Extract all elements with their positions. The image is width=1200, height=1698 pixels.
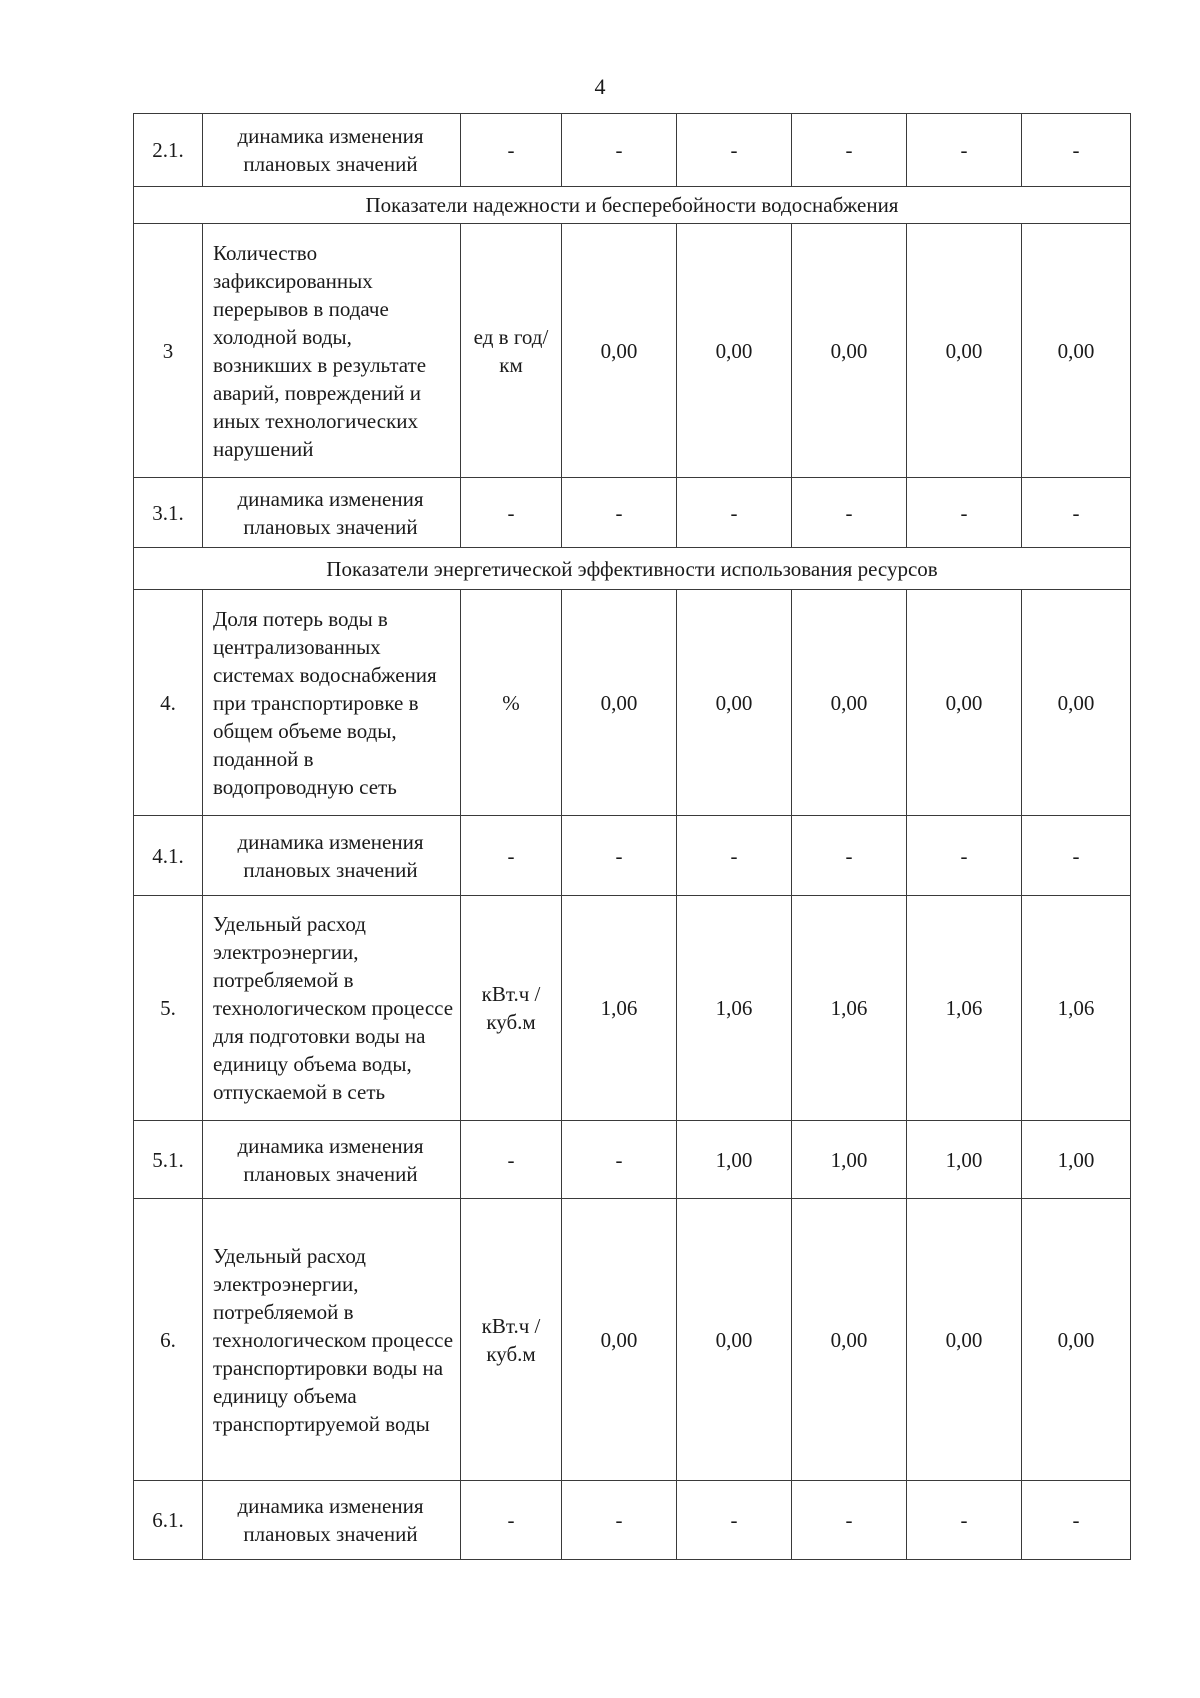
value-cell: -	[562, 478, 677, 548]
value-cell: -	[1022, 1481, 1131, 1560]
unit-cell: -	[461, 478, 562, 548]
row-number: 4.1.	[134, 816, 203, 896]
table-row	[134, 1121, 1131, 1199]
value-cell: 0,00	[1022, 590, 1131, 816]
value-cell: -	[907, 478, 1022, 548]
value-cell: -	[1022, 114, 1131, 187]
table-row	[134, 1199, 1131, 1481]
unit-cell: -	[461, 1481, 562, 1560]
table-row	[134, 224, 1131, 478]
value-cell: 0,00	[792, 224, 907, 478]
value-cell: -	[907, 1481, 1022, 1560]
table-row	[134, 816, 1131, 896]
page-number: 4	[594, 74, 606, 99]
row-number: 6.	[134, 1199, 203, 1481]
value-cell: -	[792, 114, 907, 187]
value-cell: -	[677, 478, 792, 548]
indicator-name: динамика изменения плановых значений	[203, 1121, 461, 1199]
value-cell: 0,00	[677, 224, 792, 478]
value-cell: 0,00	[1022, 1199, 1131, 1481]
row-number: 5.	[134, 896, 203, 1121]
section-title: Показатели надежности и бесперебойности водоснабжения	[134, 187, 1131, 224]
unit-cell: кВт.ч / куб.м	[461, 1199, 562, 1481]
value-cell: 0,00	[677, 1199, 792, 1481]
row-number: 4.	[134, 590, 203, 816]
value-cell: 1,00	[907, 1121, 1022, 1199]
value-cell: 1,00	[1022, 1121, 1131, 1199]
value-cell: -	[1022, 816, 1131, 896]
table-row	[134, 1481, 1131, 1560]
value-cell: 0,00	[1022, 224, 1131, 478]
value-cell: -	[1022, 478, 1131, 548]
indicator-name: Удельный расход электроэнергии, потребляемой в технологическом процессе для подготовки воды на единицу объема воды, отпускаемой в сеть	[203, 896, 461, 1121]
section-row	[134, 548, 1131, 590]
section-title: Показатели энергетической эффективности использования ресурсов	[134, 548, 1131, 590]
value-cell: -	[562, 1121, 677, 1199]
table-row	[134, 896, 1131, 1121]
value-cell: -	[792, 1481, 907, 1560]
table-row	[134, 114, 1131, 187]
value-cell: 0,00	[562, 1199, 677, 1481]
value-cell: 0,00	[907, 1199, 1022, 1481]
value-cell: 1,06	[677, 896, 792, 1121]
table-row	[134, 590, 1131, 816]
row-number: 3.1.	[134, 478, 203, 548]
value-cell: -	[792, 816, 907, 896]
unit-cell: %	[461, 590, 562, 816]
value-cell: -	[907, 114, 1022, 187]
value-cell: 1,06	[1022, 896, 1131, 1121]
section-row	[134, 187, 1131, 224]
value-cell: -	[562, 114, 677, 187]
value-cell: 0,00	[792, 590, 907, 816]
value-cell: 0,00	[907, 590, 1022, 816]
value-cell: -	[562, 1481, 677, 1560]
unit-cell: ед в год/ км	[461, 224, 562, 478]
value-cell: -	[792, 478, 907, 548]
value-cell: 0,00	[907, 224, 1022, 478]
indicators-table	[133, 113, 1131, 1560]
indicator-name: Количество зафиксированных перерывов в подаче холодной воды, возникших в результате аварий, повреждений и иных технологических нарушений	[203, 224, 461, 478]
table-row	[134, 478, 1131, 548]
value-cell: -	[677, 114, 792, 187]
value-cell: -	[677, 816, 792, 896]
unit-cell: -	[461, 1121, 562, 1199]
indicator-name: Доля потерь воды в централизованных системах водоснабжения при транспортировке в общем объеме воды, поданной в водопроводную сеть	[203, 590, 461, 816]
indicator-name: Удельный расход электроэнергии, потребляемой в технологическом процессе транспортировки воды на единицу объема транспортируемой воды	[203, 1199, 461, 1481]
value-cell: -	[562, 816, 677, 896]
indicator-name: динамика изменения плановых значений	[203, 1481, 461, 1560]
unit-cell: кВт.ч / куб.м	[461, 896, 562, 1121]
value-cell: 0,00	[562, 224, 677, 478]
value-cell: -	[677, 1481, 792, 1560]
value-cell: 1,06	[562, 896, 677, 1121]
value-cell: 1,06	[792, 896, 907, 1121]
value-cell: 0,00	[677, 590, 792, 816]
indicator-name: динамика изменения плановых значений	[203, 816, 461, 896]
row-number: 6.1.	[134, 1481, 203, 1560]
value-cell: 1,06	[907, 896, 1022, 1121]
row-number: 3	[134, 224, 203, 478]
row-number: 5.1.	[134, 1121, 203, 1199]
value-cell: 1,00	[677, 1121, 792, 1199]
indicator-name: динамика изменения плановых значений	[203, 478, 461, 548]
unit-cell: -	[461, 816, 562, 896]
row-number: 2.1.	[134, 114, 203, 187]
unit-cell: -	[461, 114, 562, 187]
value-cell: 1,00	[792, 1121, 907, 1199]
value-cell: 0,00	[792, 1199, 907, 1481]
value-cell: 0,00	[562, 590, 677, 816]
indicator-name: динамика изменения плановых значений	[203, 114, 461, 187]
value-cell: -	[907, 816, 1022, 896]
